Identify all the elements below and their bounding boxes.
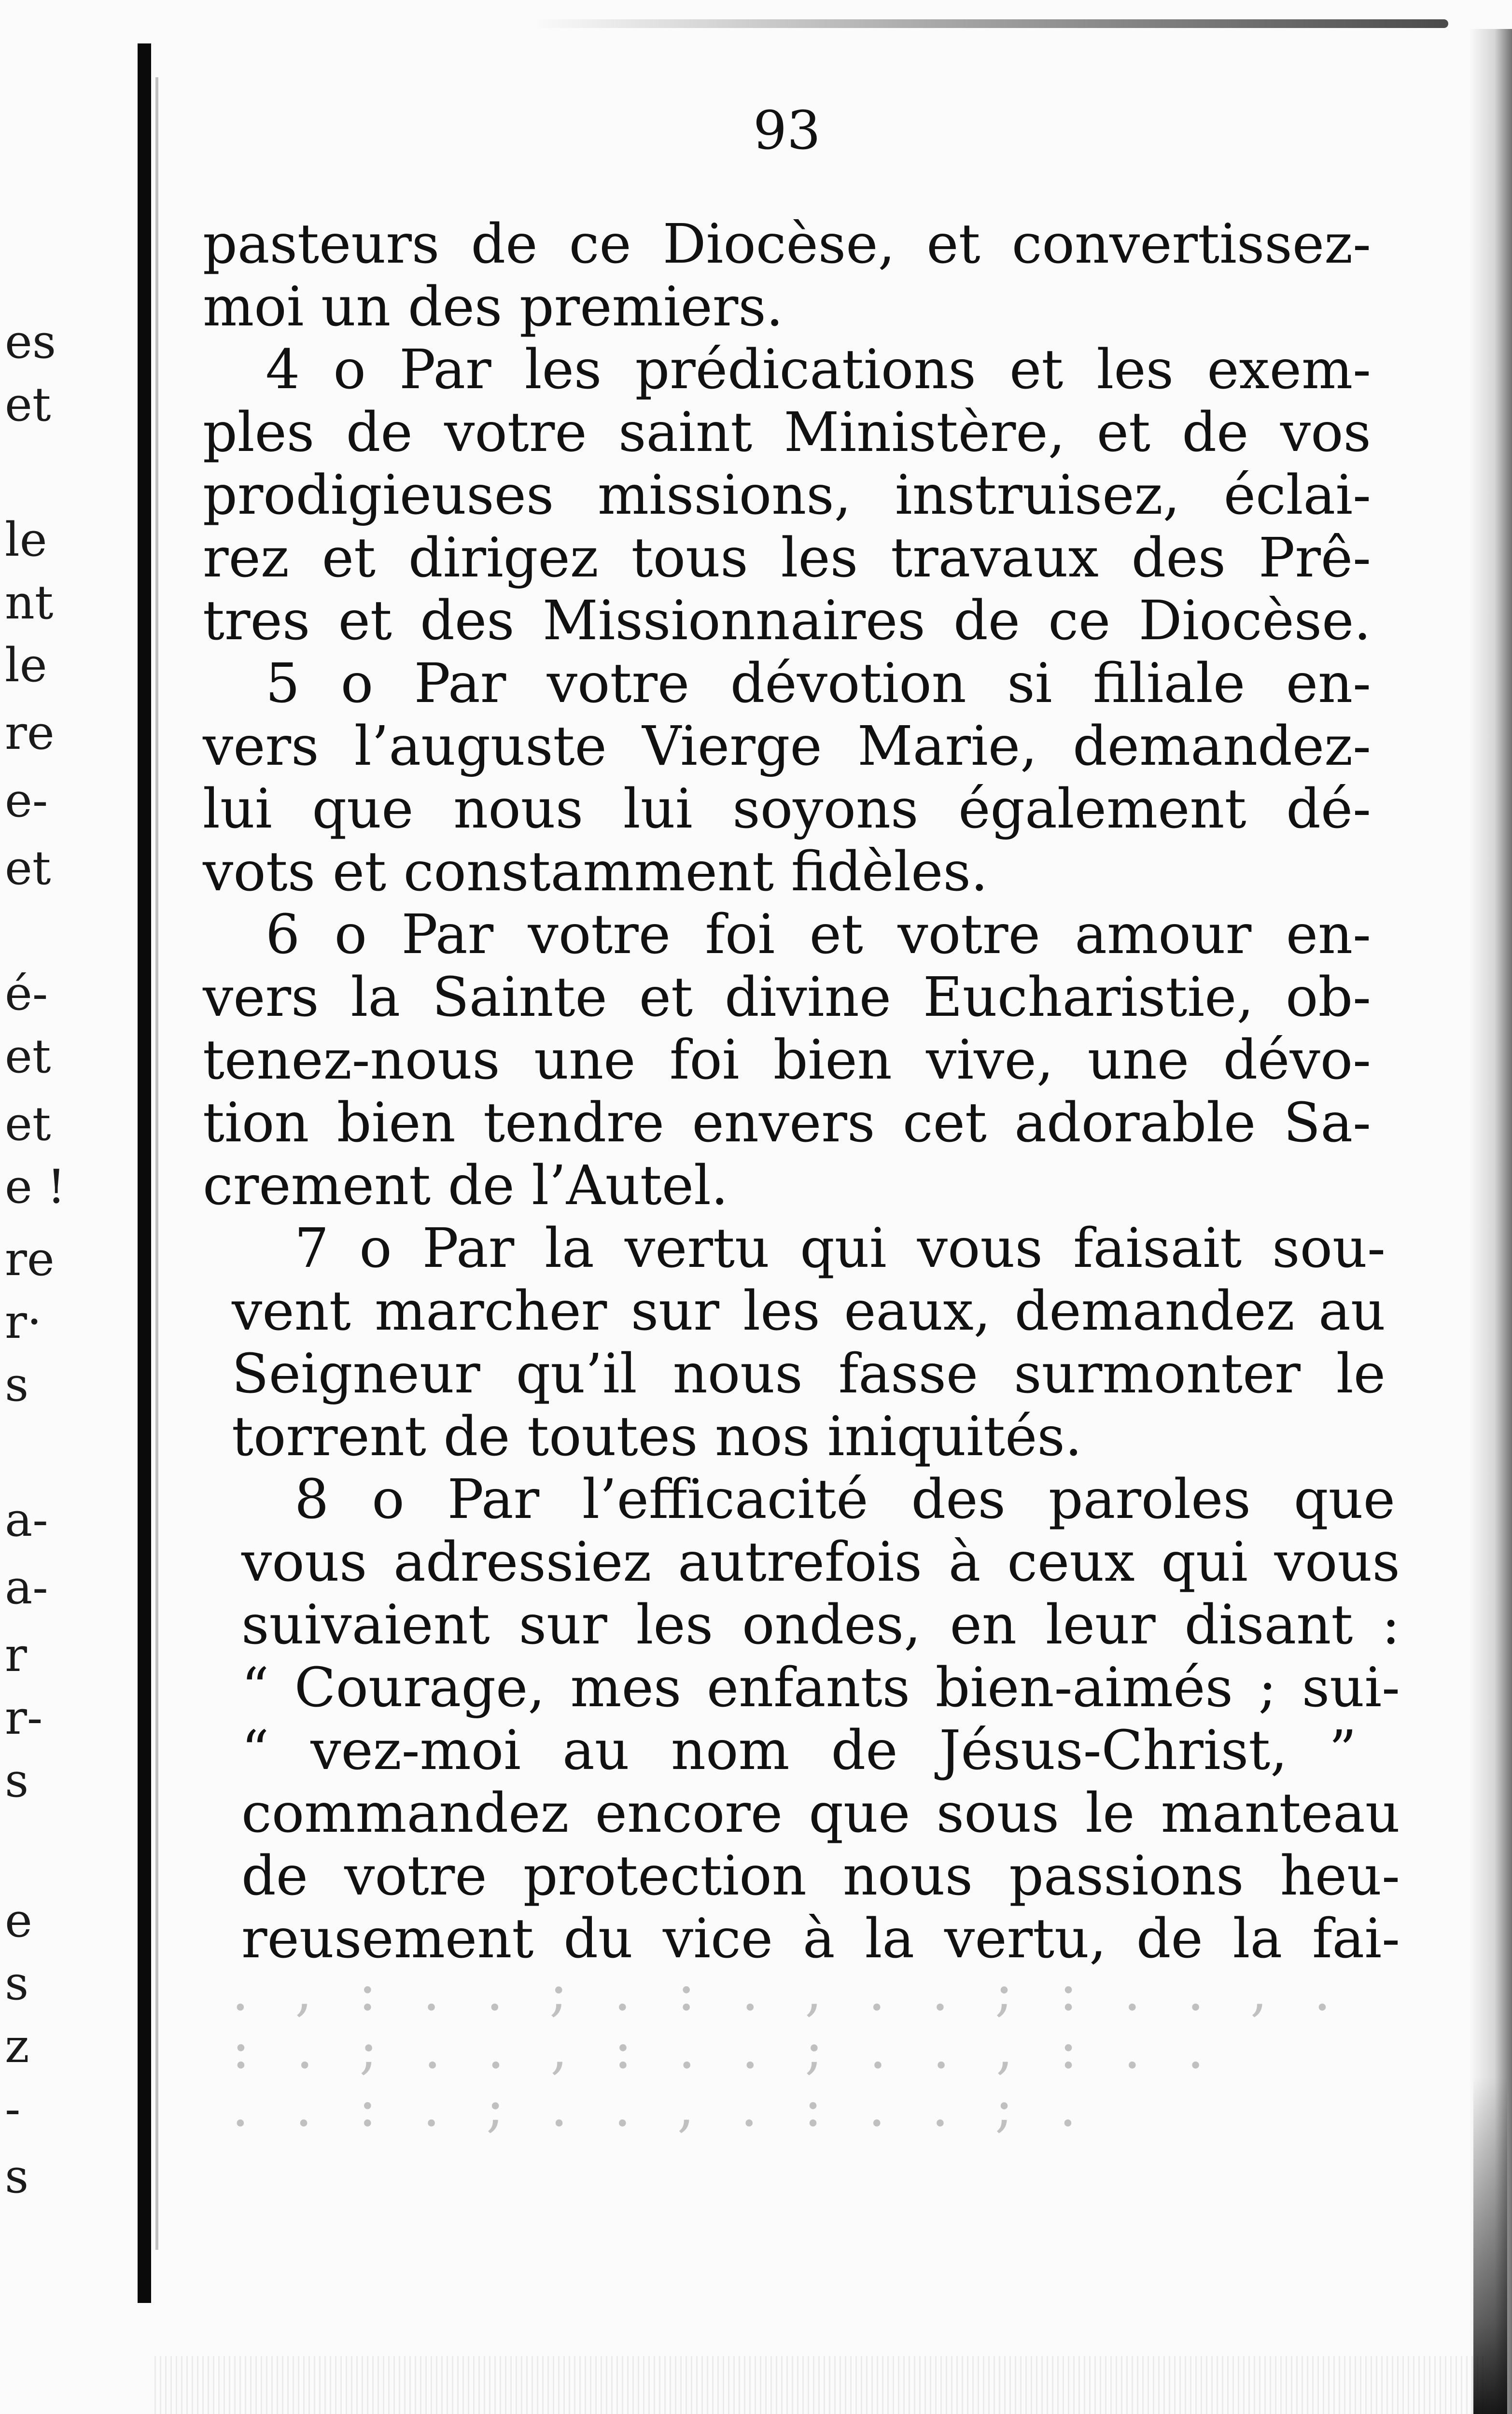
text-line: moi un des premiers. (203, 276, 784, 338)
text-line: tenez-nous une foi bien vive, une dévo- (203, 1029, 1371, 1092)
text-line: tres et des Missionnaires de ce Diocèse. (203, 589, 1371, 652)
text-line: torrent de toutes nos iniquités. (232, 1405, 1082, 1468)
fragment-text: z (5, 2019, 29, 2073)
fragment-text: s (5, 1754, 29, 1808)
fragment-text: et (5, 841, 51, 895)
show-through-dots: . , : . . ; . : . , . . ; : . . , . (232, 1960, 1345, 2023)
fragment-text: é- (5, 967, 48, 1021)
fragment-text: re (5, 706, 55, 760)
fragment-text: a- (5, 1560, 48, 1614)
text-line: ples de votre saint Ministère, et de vos (203, 401, 1371, 464)
fragment-text: r- (5, 1691, 43, 1745)
facing-page-fragment (0, 0, 135, 2414)
text-line: 7 o Par la vertu qui vous faisait sou- (294, 1217, 1386, 1280)
fragment-text: e (5, 1894, 32, 1948)
text-line: 4 o Par les prédications et les exem- (266, 338, 1371, 401)
fragment-text: et (5, 1097, 51, 1151)
fragment-text: e ! (5, 1160, 66, 1214)
text-line: vers la Sainte et divine Eucharistie, ob- (203, 966, 1371, 1029)
fragment-text: le (5, 513, 47, 567)
text-line: crement de l’Autel. (203, 1154, 728, 1217)
fragment-text: s (5, 2149, 29, 2203)
text-line: vous adressiez autrefois à ceux qui vous (241, 1531, 1400, 1594)
text-line: tion bien tendre envers cet adorable Sa- (203, 1092, 1371, 1154)
fragment-text: a- (5, 1493, 48, 1547)
text-line: suivaient sur les ondes, en leur disant : (241, 1594, 1400, 1656)
right-page-edge (1469, 29, 1512, 2414)
fragment-text: re (5, 1232, 55, 1286)
top-page-edge (531, 19, 1448, 28)
text-line: “ vez-moi au nom de Jésus-Christ, ” (241, 1719, 1357, 1782)
show-through-dots: : . ; . . , : . . ; . . , : . . (232, 2018, 1219, 2081)
show-through-dots: . . : . ; . . , . : . . ; . (232, 2076, 1091, 2139)
text-line: 5 o Par votre dévotion si filiale en- (266, 652, 1371, 715)
text-line: pasteurs de ce Diocèse, et convertissez- (203, 213, 1371, 276)
fragment-text: s (5, 1956, 29, 2010)
fragment-text: et (5, 1029, 51, 1083)
text-line: reusement du vice à la vertu, de la fai- (241, 1908, 1400, 1970)
text-line: rez et dirigez tous les travaux des Prê- (203, 527, 1371, 589)
text-line: 8 o Par l’efficacité des paroles que (294, 1468, 1395, 1531)
text-line: vers l’auguste Vierge Marie, demandez- (203, 715, 1371, 778)
bottom-bleed-noise (154, 2356, 1487, 2414)
fragment-text: et (5, 378, 51, 432)
page-number: 93 (753, 99, 821, 161)
text-line: de votre protection nous passions heu- (241, 1845, 1400, 1908)
fragment-text: es (5, 315, 56, 369)
fragment-text: e- (5, 773, 48, 828)
fragment-text: nt (5, 575, 54, 630)
binding-inner-line (155, 77, 158, 2250)
fragment-text: - (5, 2082, 21, 2136)
text-line: vots et constamment fidèles. (203, 841, 988, 903)
fragment-text: r· (5, 1295, 42, 1349)
fragment-text: le (5, 638, 47, 692)
text-line: vent marcher sur les eaux, demandez au (232, 1280, 1386, 1343)
binding-shadow-bar (138, 43, 151, 2303)
fragment-text: r (5, 1628, 27, 1682)
text-line: Seigneur qu’il nous fasse surmonter le (232, 1343, 1386, 1405)
text-line: commandez encore que sous le manteau (241, 1782, 1400, 1845)
text-line: “ Courage, mes enfants bien-aimés ; sui- (241, 1656, 1400, 1719)
fragment-text: s (5, 1358, 29, 1412)
text-line: 6 o Par votre foi et votre amour en- (266, 903, 1371, 966)
text-line: prodigieuses missions, instruisez, éclai- (203, 464, 1371, 527)
text-line: lui que nous lui soyons également dé- (203, 778, 1371, 841)
